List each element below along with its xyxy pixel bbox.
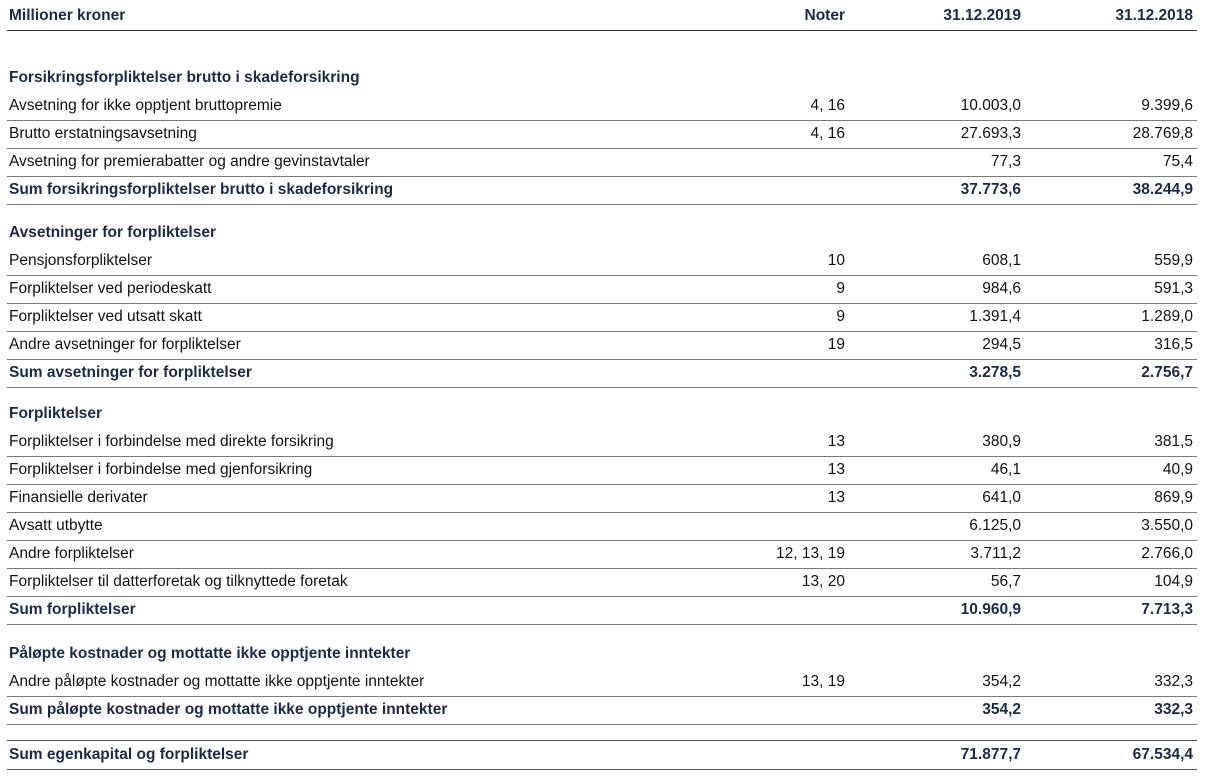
table-row bbox=[7, 512, 1197, 541]
row-label: Sum forpliktelser bbox=[9, 601, 136, 618]
value-2019: 46,1 bbox=[990, 461, 1021, 478]
section-title bbox=[7, 640, 1197, 668]
row-label: Brutto erstatningsavsetning bbox=[9, 125, 197, 142]
value-2019: 294,5 bbox=[982, 336, 1021, 353]
row-label: Sum påløpte kostnader og mottatte ikke opptjente inntekter bbox=[9, 701, 448, 718]
row-label: Sum forsikringsforpliktelser brutto i skadeforsikring bbox=[9, 181, 394, 198]
value-2018: 381,5 bbox=[1154, 433, 1193, 450]
value-2018: 332,3 bbox=[1154, 673, 1193, 690]
sum-row bbox=[7, 359, 1197, 388]
row-label: Forsikringsforpliktelser brutto i skadeforsikring bbox=[9, 69, 360, 86]
row-label: Forpliktelser i forbindelse med gjenforsikring bbox=[9, 461, 313, 478]
value-2018: 9.399,6 bbox=[1141, 97, 1193, 114]
row-label: Avsetninger for forpliktelser bbox=[9, 224, 217, 241]
row-notes: 13, 20 bbox=[801, 573, 845, 590]
table-row bbox=[7, 120, 1197, 149]
value-2018: 332,3 bbox=[1154, 701, 1193, 718]
value-2018: 3.550,0 bbox=[1141, 517, 1193, 534]
row-notes: 4, 16 bbox=[810, 97, 845, 114]
row-notes: 10 bbox=[827, 252, 845, 269]
table-row bbox=[7, 568, 1197, 597]
sum-row bbox=[7, 596, 1197, 625]
table-row bbox=[7, 668, 1197, 697]
row-label: Forpliktelser i forbindelse med direkte forsikring bbox=[9, 433, 334, 450]
section-title bbox=[7, 64, 1197, 92]
value-2019: 641,0 bbox=[982, 489, 1021, 506]
value-2019: 608,1 bbox=[982, 252, 1021, 269]
value-2019: 56,7 bbox=[990, 573, 1021, 590]
table-row bbox=[7, 456, 1197, 485]
value-2018: 2.756,7 bbox=[1141, 364, 1193, 381]
row-label: Andre påløpte kostnader og mottatte ikke opptjente inntekter bbox=[9, 673, 425, 690]
value-2019: 10.960,9 bbox=[960, 601, 1021, 618]
value-2019: 354,2 bbox=[982, 701, 1021, 718]
value-2018: 28.769,8 bbox=[1132, 125, 1193, 142]
value-2019: 10.003,0 bbox=[960, 97, 1021, 114]
value-2018: 591,3 bbox=[1154, 280, 1193, 297]
row-label: Andre avsetninger for forpliktelser bbox=[9, 336, 241, 353]
row-notes: 12, 13, 19 bbox=[776, 545, 845, 562]
header-label: Millioner kroner bbox=[9, 7, 126, 24]
table-row bbox=[7, 428, 1197, 457]
row-label: Forpliktelser til datterforetak og tilknyttede foretak bbox=[9, 573, 348, 590]
table-row bbox=[7, 275, 1197, 304]
row-label: Sum avsetninger for forpliktelser bbox=[9, 364, 252, 381]
value-2018: 40,9 bbox=[1162, 461, 1193, 478]
row-label: Forpliktelser bbox=[9, 405, 103, 422]
sum-row bbox=[7, 176, 1197, 205]
table-row bbox=[7, 148, 1197, 177]
row-label: Forpliktelser ved periodeskatt bbox=[9, 280, 212, 297]
table-row bbox=[7, 540, 1197, 569]
value-2019: 3.711,2 bbox=[970, 545, 1021, 562]
value-2018: 67.534,4 bbox=[1132, 746, 1193, 763]
row-label: Finansielle derivater bbox=[9, 489, 148, 506]
value-2019: 27.693,3 bbox=[960, 125, 1021, 142]
table-row bbox=[7, 92, 1197, 121]
row-label: Sum egenkapital og forpliktelser bbox=[9, 746, 249, 763]
header-2018: 31.12.2018 bbox=[1115, 7, 1193, 24]
row-label: Forpliktelser ved utsatt skatt bbox=[9, 308, 202, 325]
value-2019: 1.391,4 bbox=[969, 308, 1021, 325]
row-notes: 19 bbox=[827, 336, 845, 353]
row-label: Pensjonsforpliktelser bbox=[9, 252, 153, 269]
value-2018: 869,9 bbox=[1154, 489, 1193, 506]
value-2019: 37.773,6 bbox=[960, 181, 1021, 198]
table-header bbox=[7, 2, 1197, 31]
value-2018: 104,9 bbox=[1154, 573, 1193, 590]
value-2019: 354,2 bbox=[982, 673, 1021, 690]
value-2018: 559,9 bbox=[1154, 252, 1193, 269]
value-2018: 2.766,0 bbox=[1141, 545, 1193, 562]
row-label: Avsetning for premierabatter og andre gevinstavtaler bbox=[9, 153, 370, 170]
row-label: Påløpte kostnader og mottatte ikke opptjente inntekter bbox=[9, 645, 411, 662]
value-2018: 7.713,3 bbox=[1141, 601, 1193, 618]
row-notes: 13 bbox=[827, 489, 845, 506]
row-notes: 13 bbox=[827, 461, 845, 478]
value-2019: 6.125,0 bbox=[969, 517, 1021, 534]
table-row bbox=[7, 247, 1197, 276]
value-2018: 75,4 bbox=[1162, 153, 1193, 170]
value-2018: 316,5 bbox=[1154, 336, 1193, 353]
value-2019: 71.877,7 bbox=[960, 746, 1021, 763]
row-notes: 4, 16 bbox=[810, 125, 845, 142]
row-notes: 9 bbox=[836, 280, 845, 297]
row-notes: 9 bbox=[836, 308, 845, 325]
sum-row bbox=[7, 696, 1197, 725]
row-notes: 13, 19 bbox=[801, 673, 845, 690]
row-label: Avsetning for ikke opptjent bruttopremie bbox=[9, 97, 282, 114]
table-row bbox=[7, 331, 1197, 360]
value-2019: 984,6 bbox=[982, 280, 1021, 297]
table-row bbox=[7, 484, 1197, 513]
header-2019: 31.12.2019 bbox=[943, 7, 1021, 24]
row-label: Avsatt utbytte bbox=[9, 517, 103, 534]
value-2018: 1.289,0 bbox=[1141, 308, 1193, 325]
section-title bbox=[7, 400, 1197, 428]
value-2019: 380,9 bbox=[982, 433, 1021, 450]
value-2019: 77,3 bbox=[990, 153, 1021, 170]
section-title bbox=[7, 219, 1197, 247]
value-2018: 38.244,9 bbox=[1132, 181, 1193, 198]
total-row bbox=[7, 740, 1197, 770]
header-notes: Noter bbox=[804, 7, 845, 24]
row-notes: 13 bbox=[827, 433, 845, 450]
row-label: Andre forpliktelser bbox=[9, 545, 134, 562]
value-2019: 3.278,5 bbox=[969, 364, 1021, 381]
table-row bbox=[7, 303, 1197, 332]
